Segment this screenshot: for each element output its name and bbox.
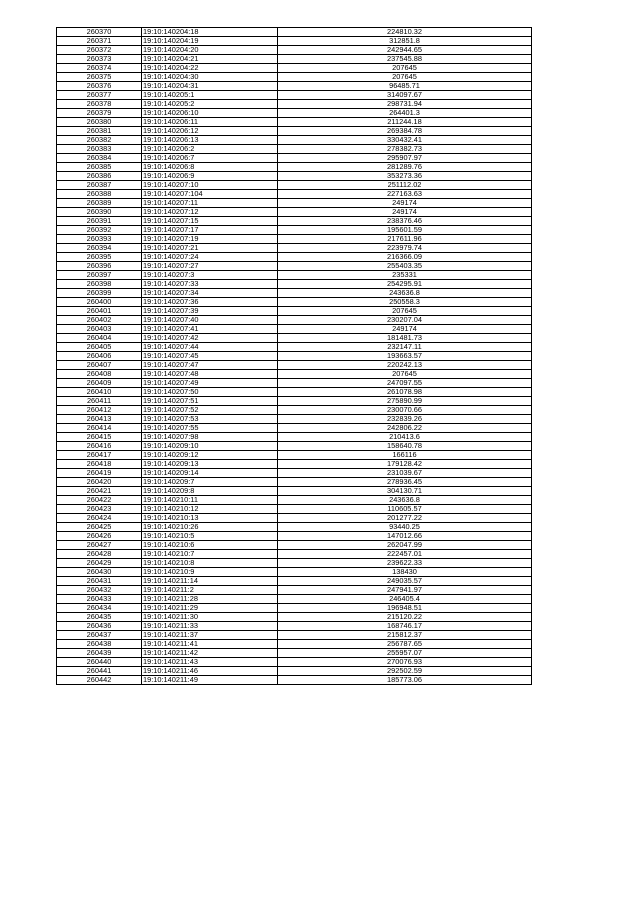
value-cell: 264401.3 — [278, 109, 532, 118]
table-row — [57, 604, 532, 613]
row-number-cell: 260380 — [57, 118, 142, 127]
value-cell: 216366.09 — [278, 253, 532, 262]
row-number-cell: 260407 — [57, 361, 142, 370]
value-cell: 249035.57 — [278, 577, 532, 586]
row-number-cell: 260429 — [57, 559, 142, 568]
cadastral-number-cell: 19:10:140210:13 — [142, 514, 278, 523]
row-number-cell: 260441 — [57, 667, 142, 676]
cadastral-number-cell: 19:10:140211:37 — [142, 631, 278, 640]
row-number-cell: 260421 — [57, 487, 142, 496]
cadastral-number-cell: 19:10:140205:1 — [142, 91, 278, 100]
cadastral-number-cell: 19:10:140210:5 — [142, 532, 278, 541]
row-number-cell: 260381 — [57, 127, 142, 136]
cadastral-number-cell: 19:10:140210:8 — [142, 559, 278, 568]
table-row — [57, 217, 532, 226]
value-cell: 270076.93 — [278, 658, 532, 667]
value-cell: 217611.96 — [278, 235, 532, 244]
value-cell: 249174 — [278, 199, 532, 208]
row-number-cell: 260395 — [57, 253, 142, 262]
value-cell: 193663.57 — [278, 352, 532, 361]
table-row — [57, 640, 532, 649]
cadastral-number-cell: 19:10:140207:15 — [142, 217, 278, 226]
row-number-cell: 260400 — [57, 298, 142, 307]
cadastral-number-cell: 19:10:140207:48 — [142, 370, 278, 379]
table-row — [57, 55, 532, 64]
cadastral-number-cell: 19:10:140207:11 — [142, 199, 278, 208]
cadastral-number-cell: 19:10:140206:12 — [142, 127, 278, 136]
cadastral-number-cell: 19:10:140207:19 — [142, 235, 278, 244]
value-cell: 110605.57 — [278, 505, 532, 514]
cadastral-number-cell: 19:10:140207:10 — [142, 181, 278, 190]
value-cell: 246405.4 — [278, 595, 532, 604]
value-cell: 231039.67 — [278, 469, 532, 478]
row-number-cell: 260423 — [57, 505, 142, 514]
row-number-cell: 260427 — [57, 541, 142, 550]
row-number-cell: 260433 — [57, 595, 142, 604]
table-row — [57, 316, 532, 325]
cadastral-number-cell: 19:10:140207:40 — [142, 316, 278, 325]
cadastral-number-cell: 19:10:140209:12 — [142, 451, 278, 460]
value-cell: 261078.98 — [278, 388, 532, 397]
cadastral-number-cell: 19:10:140204:19 — [142, 37, 278, 46]
cadastral-number-cell: 19:10:140211:14 — [142, 577, 278, 586]
table-row — [57, 271, 532, 280]
row-number-cell: 260391 — [57, 217, 142, 226]
cadastral-number-cell: 19:10:140207:52 — [142, 406, 278, 415]
row-number-cell: 260379 — [57, 109, 142, 118]
cadastral-number-cell: 19:10:140207:53 — [142, 415, 278, 424]
value-cell: 243636.8 — [278, 289, 532, 298]
value-cell: 278936.45 — [278, 478, 532, 487]
table-row — [57, 388, 532, 397]
value-cell: 195601.59 — [278, 226, 532, 235]
table-row — [57, 208, 532, 217]
cadastral-number-cell: 19:10:140211:33 — [142, 622, 278, 631]
value-cell: 312851.8 — [278, 37, 532, 46]
row-number-cell: 260394 — [57, 244, 142, 253]
row-number-cell: 260389 — [57, 199, 142, 208]
table-row — [57, 622, 532, 631]
table-row — [57, 298, 532, 307]
value-cell: 256787.65 — [278, 640, 532, 649]
cadastral-number-cell: 19:10:140206:11 — [142, 118, 278, 127]
table-row — [57, 307, 532, 316]
cadastral-number-cell: 19:10:140207:104 — [142, 190, 278, 199]
table-row — [57, 199, 532, 208]
cadastral-number-cell: 19:10:140211:46 — [142, 667, 278, 676]
row-number-cell: 260424 — [57, 514, 142, 523]
cadastral-number-cell: 19:10:140209:8 — [142, 487, 278, 496]
table-row — [57, 118, 532, 127]
cadastral-number-cell: 19:10:140207:39 — [142, 307, 278, 316]
table-body — [57, 28, 532, 685]
table-row — [57, 586, 532, 595]
table-row — [57, 451, 532, 460]
row-number-cell: 260411 — [57, 397, 142, 406]
table-row — [57, 541, 532, 550]
cadastral-number-cell: 19:10:140207:41 — [142, 325, 278, 334]
table-row — [57, 505, 532, 514]
row-number-cell: 260406 — [57, 352, 142, 361]
table-row — [57, 667, 532, 676]
cadastral-number-cell: 19:10:140204:31 — [142, 82, 278, 91]
row-number-cell: 260438 — [57, 640, 142, 649]
cadastral-number-cell: 19:10:140206:9 — [142, 172, 278, 181]
row-number-cell: 260440 — [57, 658, 142, 667]
table-row — [57, 568, 532, 577]
value-cell: 239622.33 — [278, 559, 532, 568]
cadastral-number-cell: 19:10:140209:10 — [142, 442, 278, 451]
value-cell: 295907.97 — [278, 154, 532, 163]
value-cell: 181481.73 — [278, 334, 532, 343]
table-row — [57, 244, 532, 253]
table-row — [57, 424, 532, 433]
value-cell: 262047.99 — [278, 541, 532, 550]
table-row — [57, 415, 532, 424]
value-cell: 227163.63 — [278, 190, 532, 199]
table-row — [57, 658, 532, 667]
row-number-cell: 260399 — [57, 289, 142, 298]
value-cell: 255957.07 — [278, 649, 532, 658]
value-cell: 232147.11 — [278, 343, 532, 352]
table-row — [57, 82, 532, 91]
value-cell: 235331 — [278, 271, 532, 280]
row-number-cell: 260415 — [57, 433, 142, 442]
row-number-cell: 260410 — [57, 388, 142, 397]
table-row — [57, 649, 532, 658]
table-row — [57, 532, 532, 541]
value-cell: 207645 — [278, 64, 532, 73]
value-cell: 242806.22 — [278, 424, 532, 433]
cadastral-number-cell: 19:10:140204:18 — [142, 28, 278, 37]
table-row — [57, 145, 532, 154]
table-row — [57, 397, 532, 406]
value-cell: 196948.51 — [278, 604, 532, 613]
row-number-cell: 260370 — [57, 28, 142, 37]
table-row — [57, 100, 532, 109]
row-number-cell: 260408 — [57, 370, 142, 379]
value-cell: 222457.01 — [278, 550, 532, 559]
value-cell: 138430 — [278, 568, 532, 577]
value-cell: 247097.55 — [278, 379, 532, 388]
cadastral-number-cell: 19:10:140207:50 — [142, 388, 278, 397]
value-cell: 201277.22 — [278, 514, 532, 523]
cadastral-number-cell: 19:10:140211:41 — [142, 640, 278, 649]
value-cell: 275890.99 — [278, 397, 532, 406]
cadastral-number-cell: 19:10:140211:49 — [142, 676, 278, 685]
row-number-cell: 260374 — [57, 64, 142, 73]
table-row — [57, 442, 532, 451]
value-cell: 166116 — [278, 451, 532, 460]
row-number-cell: 260390 — [57, 208, 142, 217]
row-number-cell: 260434 — [57, 604, 142, 613]
value-cell: 158640.78 — [278, 442, 532, 451]
table-row — [57, 91, 532, 100]
value-cell: 211244.18 — [278, 118, 532, 127]
value-cell: 207645 — [278, 307, 532, 316]
cadastral-number-cell: 19:10:140206:2 — [142, 145, 278, 154]
table-row — [57, 226, 532, 235]
row-number-cell: 260416 — [57, 442, 142, 451]
row-number-cell: 260405 — [57, 343, 142, 352]
value-cell: 185773.06 — [278, 676, 532, 685]
cadastral-number-cell: 19:10:140210:9 — [142, 568, 278, 577]
row-number-cell: 260384 — [57, 154, 142, 163]
row-number-cell: 260402 — [57, 316, 142, 325]
table-row — [57, 190, 532, 199]
row-number-cell: 260382 — [57, 136, 142, 145]
row-number-cell: 260376 — [57, 82, 142, 91]
cadastral-number-cell: 19:10:140207:44 — [142, 343, 278, 352]
table-row — [57, 343, 532, 352]
row-number-cell: 260418 — [57, 460, 142, 469]
value-cell: 207645 — [278, 73, 532, 82]
row-number-cell: 260401 — [57, 307, 142, 316]
cadastral-number-cell: 19:10:140207:98 — [142, 433, 278, 442]
cadastral-number-cell: 19:10:140211:42 — [142, 649, 278, 658]
cadastral-number-cell: 19:10:140210:6 — [142, 541, 278, 550]
table-row — [57, 280, 532, 289]
value-cell: 179128.42 — [278, 460, 532, 469]
table-row — [57, 46, 532, 55]
value-cell: 269384.78 — [278, 127, 532, 136]
table-row — [57, 469, 532, 478]
cadastral-number-cell: 19:10:140207:55 — [142, 424, 278, 433]
row-number-cell: 260426 — [57, 532, 142, 541]
cadastral-number-cell: 19:10:140210:7 — [142, 550, 278, 559]
value-cell: 255403.35 — [278, 262, 532, 271]
value-cell: 207645 — [278, 370, 532, 379]
row-number-cell: 260422 — [57, 496, 142, 505]
table-row — [57, 253, 532, 262]
table-row — [57, 631, 532, 640]
value-cell: 243636.8 — [278, 496, 532, 505]
value-cell: 168746.17 — [278, 622, 532, 631]
table-row — [57, 127, 532, 136]
row-number-cell: 260404 — [57, 334, 142, 343]
table-row — [57, 496, 532, 505]
row-number-cell: 260386 — [57, 172, 142, 181]
value-cell: 247941.97 — [278, 586, 532, 595]
row-number-cell: 260439 — [57, 649, 142, 658]
table-row — [57, 478, 532, 487]
value-cell: 215812.37 — [278, 631, 532, 640]
value-cell: 237545.88 — [278, 55, 532, 64]
table-row — [57, 361, 532, 370]
row-number-cell: 260393 — [57, 235, 142, 244]
row-number-cell: 260432 — [57, 586, 142, 595]
row-number-cell: 260403 — [57, 325, 142, 334]
cadastral-number-cell: 19:10:140206:10 — [142, 109, 278, 118]
cadastral-number-cell: 19:10:140204:21 — [142, 55, 278, 64]
row-number-cell: 260383 — [57, 145, 142, 154]
row-number-cell: 260417 — [57, 451, 142, 460]
table-row — [57, 289, 532, 298]
cadastral-number-cell: 19:10:140207:34 — [142, 289, 278, 298]
table-row — [57, 334, 532, 343]
table-row — [57, 514, 532, 523]
cadastral-number-cell: 19:10:140211:43 — [142, 658, 278, 667]
value-cell: 330432.41 — [278, 136, 532, 145]
table-row — [57, 406, 532, 415]
cadastral-number-cell: 19:10:140207:17 — [142, 226, 278, 235]
cadastral-number-cell: 19:10:140209:14 — [142, 469, 278, 478]
table-row — [57, 613, 532, 622]
table-row — [57, 262, 532, 271]
value-cell: 93440.25 — [278, 523, 532, 532]
value-cell: 249174 — [278, 325, 532, 334]
cadastral-number-cell: 19:10:140210:26 — [142, 523, 278, 532]
table-row — [57, 676, 532, 685]
table-row — [57, 550, 532, 559]
cadastral-number-cell: 19:10:140207:27 — [142, 262, 278, 271]
table-row — [57, 136, 532, 145]
value-cell: 230070.66 — [278, 406, 532, 415]
value-cell: 304130.71 — [278, 487, 532, 496]
cadastral-number-cell: 19:10:140205:2 — [142, 100, 278, 109]
row-number-cell: 260414 — [57, 424, 142, 433]
row-number-cell: 260442 — [57, 676, 142, 685]
row-number-cell: 260378 — [57, 100, 142, 109]
value-cell: 223979.74 — [278, 244, 532, 253]
value-cell: 210413.6 — [278, 433, 532, 442]
value-cell: 278382.73 — [278, 145, 532, 154]
cadastral-number-cell: 19:10:140206:8 — [142, 163, 278, 172]
row-number-cell: 260431 — [57, 577, 142, 586]
row-number-cell: 260437 — [57, 631, 142, 640]
row-number-cell: 260377 — [57, 91, 142, 100]
value-cell: 251112.02 — [278, 181, 532, 190]
table-row — [57, 460, 532, 469]
value-cell: 96485.71 — [278, 82, 532, 91]
table-row — [57, 523, 532, 532]
value-cell: 147012.66 — [278, 532, 532, 541]
table-row — [57, 352, 532, 361]
table-row — [57, 64, 532, 73]
row-number-cell: 260425 — [57, 523, 142, 532]
row-number-cell: 260396 — [57, 262, 142, 271]
table-row — [57, 487, 532, 496]
cadastral-number-cell: 19:10:140207:21 — [142, 244, 278, 253]
table-row — [57, 28, 532, 37]
table-row — [57, 37, 532, 46]
cadastral-number-cell: 19:10:140209:7 — [142, 478, 278, 487]
cadastral-number-cell: 19:10:140207:42 — [142, 334, 278, 343]
cadastral-number-cell: 19:10:140204:22 — [142, 64, 278, 73]
value-cell: 353273.36 — [278, 172, 532, 181]
table-row — [57, 559, 532, 568]
row-number-cell: 260435 — [57, 613, 142, 622]
row-number-cell: 260420 — [57, 478, 142, 487]
row-number-cell: 260428 — [57, 550, 142, 559]
row-number-cell: 260387 — [57, 181, 142, 190]
table-row — [57, 109, 532, 118]
cadastral-number-cell: 19:10:140207:3 — [142, 271, 278, 280]
cadastral-number-cell: 19:10:140206:13 — [142, 136, 278, 145]
table-row — [57, 595, 532, 604]
value-cell: 242944.65 — [278, 46, 532, 55]
cadastral-number-cell: 19:10:140207:51 — [142, 397, 278, 406]
cadastral-number-cell: 19:10:140207:12 — [142, 208, 278, 217]
table-row — [57, 172, 532, 181]
table-row — [57, 163, 532, 172]
table-row — [57, 577, 532, 586]
cadastral-number-cell: 19:10:140211:29 — [142, 604, 278, 613]
table-row — [57, 433, 532, 442]
cadastral-number-cell: 19:10:140207:47 — [142, 361, 278, 370]
cadastral-number-cell: 19:10:140207:33 — [142, 280, 278, 289]
row-number-cell: 260375 — [57, 73, 142, 82]
value-cell: 249174 — [278, 208, 532, 217]
row-number-cell: 260436 — [57, 622, 142, 631]
value-cell: 314097.67 — [278, 91, 532, 100]
value-cell: 298731.94 — [278, 100, 532, 109]
row-number-cell: 260413 — [57, 415, 142, 424]
value-cell: 215120.22 — [278, 613, 532, 622]
row-number-cell: 260419 — [57, 469, 142, 478]
table-row — [57, 325, 532, 334]
cadastral-number-cell: 19:10:140207:24 — [142, 253, 278, 262]
row-number-cell: 260372 — [57, 46, 142, 55]
table-row — [57, 154, 532, 163]
table-row — [57, 235, 532, 244]
row-number-cell: 260392 — [57, 226, 142, 235]
row-number-cell: 260385 — [57, 163, 142, 172]
cadastral-number-cell: 19:10:140204:30 — [142, 73, 278, 82]
value-cell: 238376.46 — [278, 217, 532, 226]
value-cell: 220242.13 — [278, 361, 532, 370]
cadastral-number-cell: 19:10:140207:45 — [142, 352, 278, 361]
cadastral-number-cell: 19:10:140210:11 — [142, 496, 278, 505]
row-number-cell: 260373 — [57, 55, 142, 64]
row-number-cell: 260397 — [57, 271, 142, 280]
table-row — [57, 370, 532, 379]
row-number-cell: 260409 — [57, 379, 142, 388]
row-number-cell: 260388 — [57, 190, 142, 199]
value-cell: 232839.26 — [278, 415, 532, 424]
value-cell: 224810.32 — [278, 28, 532, 37]
value-cell: 230207.04 — [278, 316, 532, 325]
cadastral-number-cell: 19:10:140206:7 — [142, 154, 278, 163]
cadastral-number-cell: 19:10:140211:30 — [142, 613, 278, 622]
cadastral-number-cell: 19:10:140210:12 — [142, 505, 278, 514]
value-cell: 254295.91 — [278, 280, 532, 289]
row-number-cell: 260412 — [57, 406, 142, 415]
table-row — [57, 181, 532, 190]
cadastral-value-table — [56, 27, 532, 685]
table-row — [57, 73, 532, 82]
value-cell: 292502.59 — [278, 667, 532, 676]
value-cell: 250558.3 — [278, 298, 532, 307]
table-row — [57, 379, 532, 388]
cadastral-number-cell: 19:10:140207:49 — [142, 379, 278, 388]
cadastral-number-cell: 19:10:140211:2 — [142, 586, 278, 595]
cadastral-number-cell: 19:10:140207:36 — [142, 298, 278, 307]
cadastral-number-cell: 19:10:140209:13 — [142, 460, 278, 469]
row-number-cell: 260398 — [57, 280, 142, 289]
row-number-cell: 260430 — [57, 568, 142, 577]
row-number-cell: 260371 — [57, 37, 142, 46]
cadastral-number-cell: 19:10:140204:20 — [142, 46, 278, 55]
value-cell: 281289.76 — [278, 163, 532, 172]
cadastral-number-cell: 19:10:140211:28 — [142, 595, 278, 604]
